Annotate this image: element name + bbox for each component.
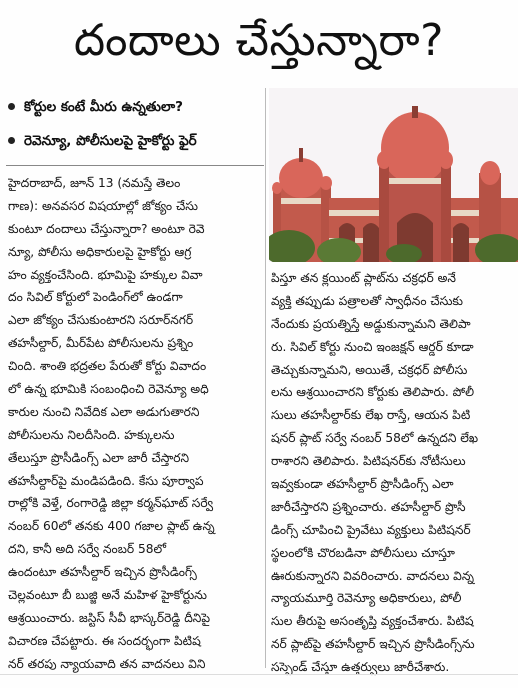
article-line: తహసీల్దార్, మీర్‌పేట పోలీసులను ప్రశ్నిం	[8, 336, 194, 351]
article-line: హం వ్యక్తంచేసింది. భూమిపై హక్కుల వివా	[8, 267, 203, 282]
article-line: వ్యక్తి తప్పుడు పత్రాలతో స్వాధీనం చేసుకు	[271, 293, 464, 308]
article-line: ఆశ్రయించారు. జస్టిస్ సీవీ భాస్కర్‌రెడ్డి దీనిపై	[8, 610, 211, 625]
bottom-rule	[0, 674, 518, 675]
article-line: పోలీసులను నిలదీసింది. హక్కులను	[8, 427, 175, 442]
subhead-text-1: కోర్టుల కంటే మీరు ఉన్నతులా?	[24, 99, 183, 115]
subheads	[6, 92, 268, 160]
article-line: హైదరాబాద్, జూన్ 13 (నమస్తే తెలం	[8, 176, 181, 190]
article-line: లో ఉన్న భూమికి సంబంధించి రెవెన్యూ అధి	[8, 382, 209, 397]
article-line: నర్ తరపు న్యాయవాది తన వాదనలు విని	[8, 656, 206, 671]
article-line: చెల్లవంటూ బీ బుజ్జి అనే మహిళ హైకోర్టును	[8, 588, 207, 603]
article-column-left	[8, 172, 262, 676]
article-line: డింగ్స్ చూపించి ప్రైవేటు వ్యక్తులు పిటిషనర్	[271, 522, 471, 537]
article-line: న్యూ, పోలీసు అధికారులపై హైకోర్టు ఆగ్ర	[8, 244, 192, 259]
subhead-text-2: రెవెన్యూ, పోలీసులపై హైకోర్టు ఫైర్	[24, 133, 197, 149]
article-line: రు. సివిల్ కోర్టు నుంచి ఇంజక్షన్ ఆర్డర్ కూడా	[271, 339, 474, 354]
article-line: సుల తీరుపై అసంతృప్తి వ్యక్తంచేశారు. పిటిష	[271, 614, 474, 629]
section-divider	[6, 165, 264, 166]
high-court-photo	[269, 88, 518, 262]
article-line: ఉందంటూ తహసీల్దార్ ఇచ్చిన ప్రొసీడింగ్స్	[8, 565, 197, 580]
article-line: నర్ ప్లాట్‌పై తహసీల్దార్ ఇచ్చిన ప్రొసీడింగ్స్‌ను	[271, 637, 475, 652]
article-line: నేందుకు ప్రయత్నిస్తే అడ్డుకున్నామని తెలిపా	[271, 316, 471, 331]
bullet-icon	[8, 103, 15, 110]
article-line: పిస్తూ తన క్లయింట్ ప్లాట్‌ను చక్రధర్ అనే	[271, 271, 456, 285]
subhead-2	[6, 126, 268, 156]
article-line: జారీచేస్తారని ప్రశ్నించారు. తహసీల్దార్ ప్రొసీ	[271, 499, 466, 514]
article-line: స్థలంలోకి చొరబడినా పోలీసులు చూస్తూ	[271, 545, 455, 560]
column-rule	[265, 88, 266, 668]
article-line: గాణ): అనవసర విషయాల్లో జోక్యం చేసు	[8, 198, 199, 213]
article-column-right	[271, 267, 513, 679]
subhead-1	[6, 92, 268, 122]
article-line: దని, కానీ అది సర్వే నంబర్ 58లో	[8, 542, 167, 557]
article-line: దం సివిల్ కోర్టులో పెండింగ్‌లో ఉండగా	[8, 290, 183, 305]
article-line: సస్పెండ్ చేస్తూ ఉత్తర్వులు జారీచేశారు.	[271, 660, 450, 675]
article-line: చింది. శాంతి భద్రతల పేరుతో కోర్టు వివాదం	[8, 359, 207, 374]
article-line: కుంటూ దందాలు చేస్తున్నారా? అంటూ రెవె	[8, 221, 205, 236]
article-line: కారుల నుంచి నివేదిక ఎలా అడుగుతారని	[8, 404, 200, 419]
article-line: విచారణ చేపట్టారు. ఈ సందర్భంగా పిటిష	[8, 633, 201, 648]
article-line: షనర్ ప్లాట్ సర్వే నంబర్ 58లో ఉన్నదని లేఖ	[271, 431, 479, 446]
article-line: తేలుస్తూ ప్రొసీడింగ్స్ ఎలా జారీ చేస్తారని	[8, 450, 190, 465]
article-line: సులు తహసీల్దార్‌కు లేఖ రాస్తే, ఆయన పిటి	[271, 408, 471, 423]
article-line: ఎలా జోక్యం చేసుకుంటారని సరూర్‌నగర్	[8, 313, 194, 328]
article-line: ఇవ్వకుండా తహసీల్దార్ ప్రొసీడింగ్స్ ఎలా	[271, 477, 454, 492]
building-illustration	[269, 88, 518, 262]
article-line: నంబర్ 60లో తనకు 400 గజాల ప్లాట్ ఉన్న	[8, 519, 215, 534]
article-line: రాశారని తెలిపారు. పిటిషనర్‌కు నోటీసులు	[271, 454, 466, 469]
article-line: ఊరుకున్నారని వివరించారు. వాదనలు విన్న	[271, 568, 475, 583]
article-line: తహసీల్దార్‌పై మండిపడింది. కేసు పూర్వాప	[8, 473, 204, 488]
article-line: తెచ్చుకున్నామని, అయితే, చక్రధర్ పోలీసు	[271, 362, 468, 377]
headline: దందాలు చేస్తున్నారా?	[74, 15, 444, 66]
article-line: న్యాయమూర్తి రెవెన్యూ అధికారులు, పోలీ	[271, 591, 462, 606]
article-line: రాల్లోకి వెళ్తే, రంగారెడ్డి జిల్లా కర్మన్‌ఘాట్ సర్వే	[8, 496, 214, 511]
article-line: లను ఆశ్రయించారని కోర్టుకు తెలిపారు. పోలీ	[271, 385, 475, 400]
bullet-icon	[8, 137, 15, 144]
